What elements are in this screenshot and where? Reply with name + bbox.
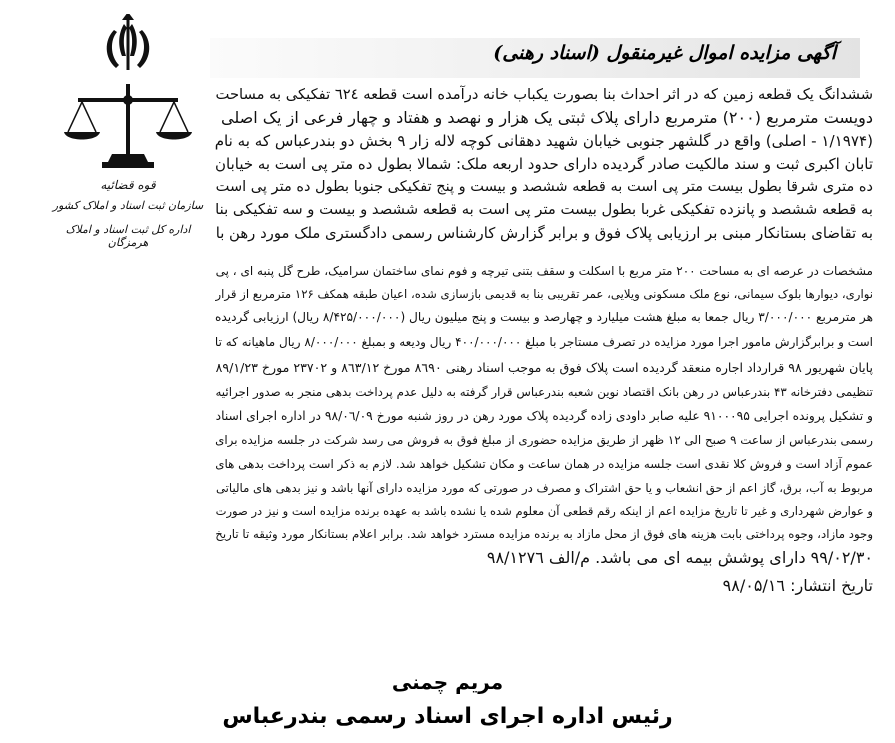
body-line: رسمی بندرعباس از ساعت ۹ صبح الی ۱۲ ظهر از طریق مزایده حضوری از مبلغ فوق به فروش می رسد شرکت در جلسه مزایده برای [215,433,873,447]
body-line: و تشکیل پرونده اجرایی ۹۱۰۰۰۹۵ علیه صابر داودی زاده گردیده پلاک مورد رهن در روز شنبه مورخ ۹۸/۰٦/۰۹ در اداره اجرای اسناد [215,409,873,423]
judiciary-emblem-block [48,14,208,284]
body-line: پایان شهریور ۹۸ قرارداد اجاره منعقد گردیده است پلاک فوق به موجب اسناد رهنی ۸٦۹۰ مورخ ۸٦۳/۱۲ و ۲۳۷۰۲ مورخ ۸۹/۱/۲۳ [215,360,873,375]
publication-date: تاریخ انتشار: ۹۸/۰۵/۱٦ [722,576,873,595]
body-line: وجود مازاد، وجوه پرداختی بابت هزینه های فوق از محل مازاد به برنده مزایده مسترد خواهد شد. برابر اعلام بستانکار مورد وثیقه تا تاریخ [215,527,873,541]
body-line: به تقاضای بستانکار مبنی بر ارزیابی پلاک فوق و برابر گزارش کارشناس رسمی دادگستری ملک مورد رهن با [215,224,873,242]
body-line: تنظیمی دفترخانه ۴۳ بندرعباس در رهن بانک اقتصاد نوین شعبه بندرعباس قرار گرفته به دلیل عدم پرداخت بدهی منجر به صدور اجرائیه [215,385,873,399]
org-line-hormozgan-office: اداره کل ثبت اسناد و املاک هرمزگان [65,223,191,249]
signatory-position: رئیس اداره اجرای اسناد رسمی بندرعباس [222,704,673,729]
body-line: (۱/۱۹۷۴ - اصلی) واقع در گلشهر جنوبی خیابان شهید دهقانی کوچه لاله زار ۹ بخش دو بندرعباس که به نام [214,132,873,150]
body-line: مشخصات در عرصه ای به مساحت ۲۰۰ متر مربع با اسکلت و سقف بتنی تیرچه و فوم نمای ساختمان سرامیک، طرح گل پنبه ای ، پی [215,264,873,278]
signatory-name: مریم چمنی [391,670,504,694]
title-band [210,38,860,78]
body-line: دویست مترمربع (۲۰۰) مترمربع دارای پلاک ثبتی یک هزار و نهصد و هفتاد و چهار فرعی از یک اصلی [220,108,873,127]
body-line: عموم آزاد است و فروش کلا نقدی است جلسه مزایده در همان ساعت و مکان تشکیل خواهد شد. لازم به ذکر است پرداخت بدهی های [215,457,873,471]
body-line: نواری، دیوارها بلوک سیمانی، نوع ملک مسکونی ویلایی، عمر تقریبی بنا به قدیمی بازسازی شده، اعیان طبقه همکف ۱۲۶ مترمربع از قرار [215,287,873,301]
body-line: مربوط به آب، برق، گاز اعم از حق انشعاب و یا حق اشتراک و مصرف در صورتی که مورد مزایده دارای آنها باشد و نیز بدهی های مالیاتی [215,481,873,495]
body-line: هر مترمربع ۳/۰۰۰/۰۰۰ ریال جمعا به مبلغ هشت میلیارد و چهارصد و بیست و پنج میلیون ریال (۸/۴۲۵/۰۰۰/۰۰۰ ریال) ارزیابی گردیده [214,310,873,324]
body-line: تابان اکبری ثبت و سند مالکیت صادر گردیده دارای حدود اربعه ملک: شمالا بطول ده متر پی است به خیابان [215,155,873,173]
body-line: ده متری شرقا بطول بیست متر پی است به قطعه ششصد و بیست و پنج تفکیکی جنوبا بطول ده متر پی است [215,179,873,195]
org-line-judiciary: قوه قضائیه [100,178,156,192]
body-line: است و برابرگزارش مامور اجرا مورد مزایده در تصرف مستاجر با مبلغ ۴۰۰/۰۰۰/۰۰۰ ریال ودیعه و بمبلغ ۸/۰۰۰/۰۰۰ ریال ماهیانه که تا [214,335,873,349]
body-line: ششدانگ یک قطعه زمین که در اثر احداث بنا بصورت یکباب خانه درآمده است قطعه ٦٢٤ تفکیکی به مساحت [215,86,873,103]
org-line-registration-organization: سازمان ثبت اسناد و املاک کشور [52,199,204,212]
body-line: به قطعه ششصد و پانزده تفکیکی غربا بطول بیست متر پی است به قطعه ششصد و بیست و سه تفکیکی بنا [215,201,873,218]
body-line: ۹۹/۰۲/۳۰ دارای پوشش بیمه ای می باشد. م/الف ۹۸/۱۲۷٦ [486,548,873,567]
notice-title: آگهی مزایده اموال غیرمنقول (اسناد رهنی) [493,42,836,64]
body-line: و عوارض شهرداری و غیر تا تاریخ مزایده اعم از اینکه رقم قطعی آن معلوم شده یا نشده باشد به عهده برنده مزایده است و نیز در صورت [215,504,873,518]
